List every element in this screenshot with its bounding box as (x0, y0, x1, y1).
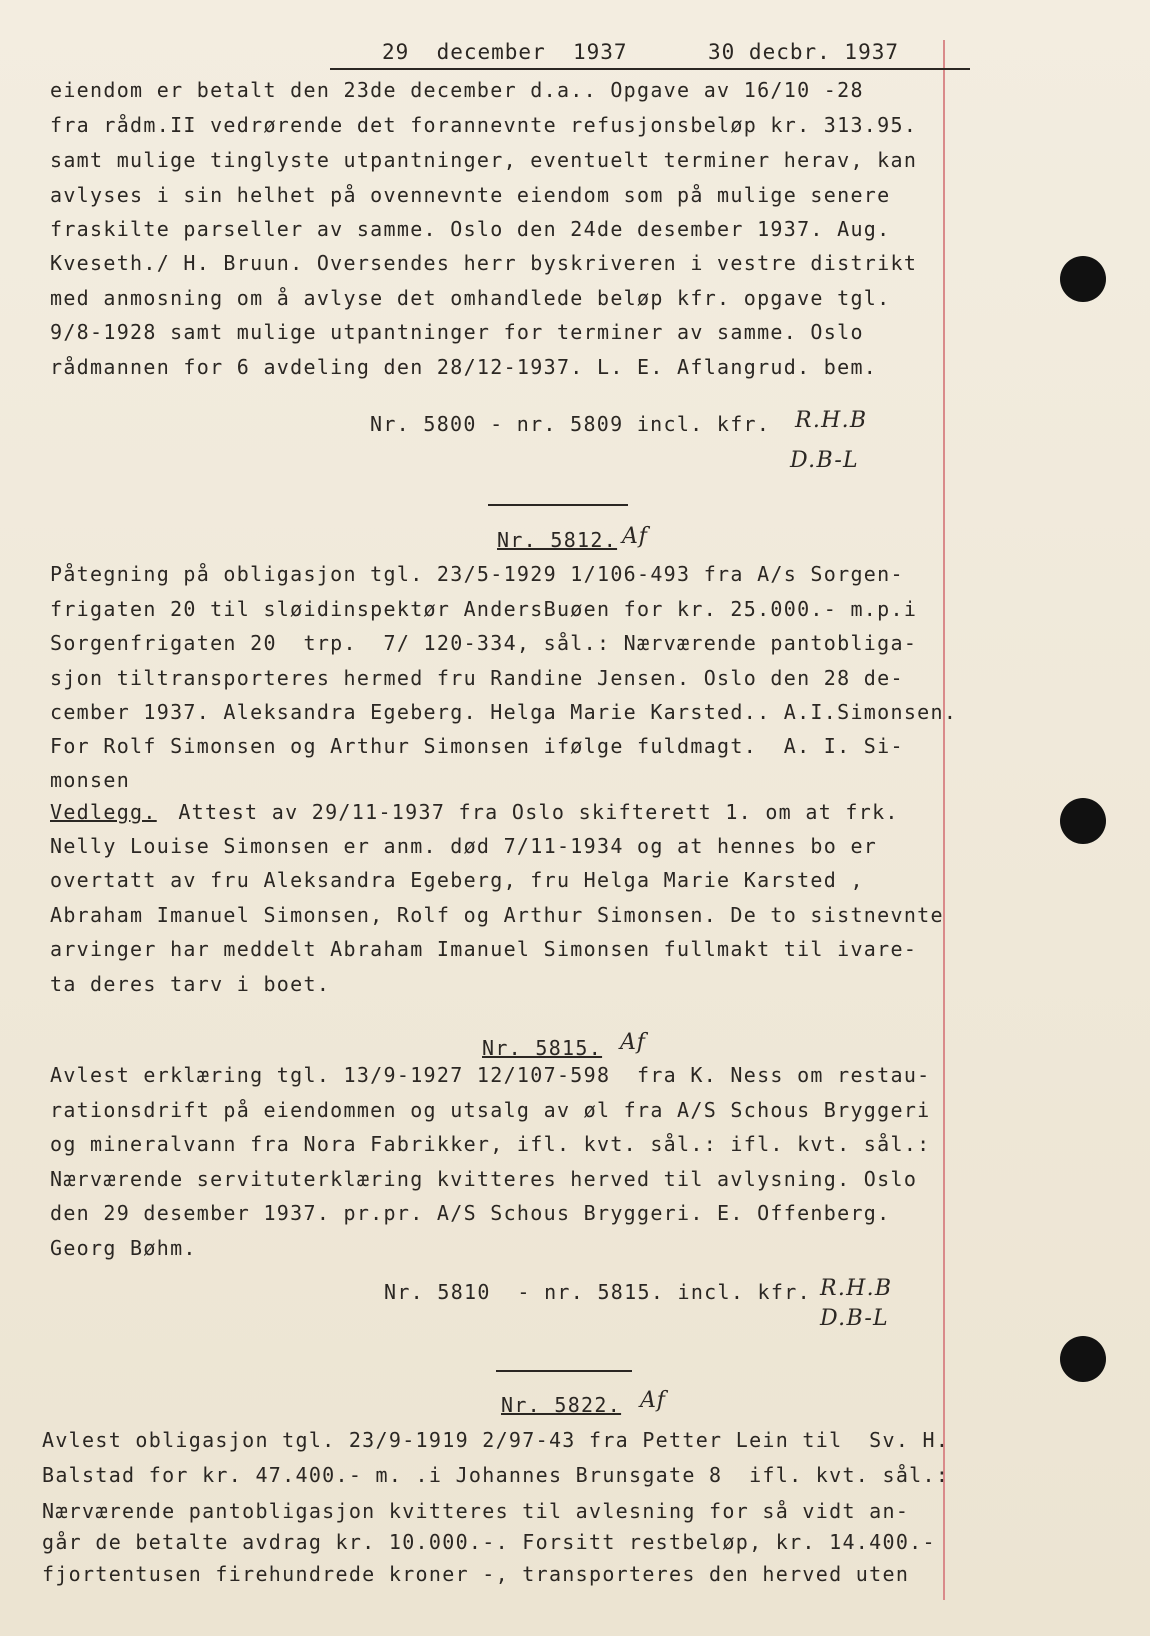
text-line: samt mulige tinglyste utpantninger, eventuelt terminer herav, kan (50, 148, 918, 172)
text-line: monsen (50, 768, 131, 792)
text-line: ta deres tarv i boet. (50, 972, 331, 996)
text-line: Abraham Imanuel Simonsen, Rolf og Arthur Simonsen. De to sistnevnte (50, 903, 944, 927)
section-divider (488, 504, 628, 506)
text-line: Avlest erklæring tgl. 13/9-1927 12/107-598 fra K. Ness om restau- (50, 1063, 931, 1087)
text-line: med anmosning om å avlyse det omhandlede beløp kfr. opgave tgl. (50, 286, 891, 310)
entry-number: Nr. 5822. (501, 1393, 622, 1417)
text-line: fra rådm.II vedrørende det forannevnte refusjonsbeløp kr. 313.95. (50, 113, 918, 137)
handwritten-initials: D.B-L (820, 1306, 889, 1331)
handwritten-initials: D.B-L (790, 448, 859, 473)
incl-reference: Nr. 5800 - nr. 5809 incl. kfr. (370, 412, 771, 436)
entry-number: Nr. 5812. (497, 528, 618, 552)
handwritten-mark: Af (622, 524, 649, 549)
handwritten-mark: Af (620, 1030, 647, 1055)
punch-hole-top (1060, 256, 1106, 302)
punch-hole-middle (1060, 798, 1106, 844)
section-divider (496, 1370, 632, 1372)
text-line: Kveseth./ H. Bruun. Oversendes herr byskriveren i vestre distrikt (50, 251, 918, 275)
text-line: eiendom er betalt den 23de december d.a.. Opgave av 16/10 -28 (50, 78, 864, 102)
header-rule (330, 68, 970, 70)
text-line: arvinger har meddelt Abraham Imanuel Simonsen fullmakt til ivare- (50, 937, 918, 961)
text-line: 9/8-1928 samt mulige utpantninger for terminer av samme. Oslo (50, 320, 864, 344)
text-line: Nelly Louise Simonsen er anm. død 7/11-1934 og at hennes bo er (50, 834, 878, 858)
text-line: frigaten 20 til sløidinspektør AndersBuøen for kr. 25.000.- m.p.i (50, 597, 918, 621)
text-line: rådmannen for 6 avdeling den 28/12-1937. L. E. Aflangrud. bem. (50, 355, 878, 379)
margin-line (943, 40, 945, 1600)
text-line: Attest av 29/11-1937 fra Oslo skifterett 1. om at frk. (165, 800, 899, 824)
handwritten-mark: Af (640, 1388, 667, 1413)
attachment-label: Vedlegg. (50, 800, 157, 824)
text-line: For Rolf Simonsen og Arthur Simonsen ifølge fuldmagt. A. I. Si- (50, 734, 904, 758)
text-line: sjon tiltransporteres hermed fru Randine Jensen. Oslo den 28 de- (50, 666, 904, 690)
text-line: Georg Bøhm. (50, 1236, 197, 1260)
text-line: går de betalte avdrag kr. 10.000.-. Forsitt restbeløp, kr. 14.400.- (42, 1530, 936, 1554)
handwritten-initials: R.H.B (795, 408, 868, 433)
text-line: Balstad for kr. 47.400.- m. .i Johannes Brunsgate 8 ifl. kvt. sål.: (42, 1463, 950, 1487)
text-line: Avlest obligasjon tgl. 23/9-1919 2/97-43 fra Petter Lein til Sv. H. (42, 1428, 950, 1452)
incl-reference: Nr. 5810 - nr. 5815. incl. kfr. (384, 1280, 811, 1304)
header-date-right: 30 decbr. 1937 (708, 40, 900, 64)
text-line: avlyses i sin helhet på ovennevnte eiendom som på mulige senere (50, 183, 891, 207)
text-line: Påtegning på obligasjon tgl. 23/5-1929 1/106-493 fra A/s Sorgen- (50, 562, 904, 586)
header-date-left: 29 december 1937 (382, 40, 628, 64)
punch-hole-bottom (1060, 1336, 1106, 1382)
text-line: Nærværende servituterklæring kvitteres herved til avlysning. Oslo (50, 1167, 918, 1191)
handwritten-initials: R.H.B (820, 1276, 893, 1301)
text-line: rationsdrift på eiendommen og utsalg av øl fra A/S Schous Bryggeri (50, 1098, 931, 1122)
text-line: fjortentusen firehundrede kroner -, transporteres den herved uten (42, 1562, 910, 1586)
text-line: cember 1937. Aleksandra Egeberg. Helga Marie Karsted.. A.I.Simonsen. (50, 700, 958, 724)
text-line: den 29 desember 1937. pr.pr. A/S Schous Bryggeri. E. Offenberg. (50, 1201, 891, 1225)
text-line: Sorgenfrigaten 20 trp. 7/ 120-334, sål.: Nærværende pantobliga- (50, 631, 918, 655)
entry-number: Nr. 5815. (482, 1036, 603, 1060)
text-line: fraskilte parseller av samme. Oslo den 24de desember 1937. Aug. (50, 217, 891, 241)
text-line: Nærværende pantobligasjon kvitteres til avlesning for så vidt an- (42, 1499, 910, 1523)
text-line: overtatt av fru Aleksandra Egeberg, fru Helga Marie Karsted , (50, 868, 864, 892)
text-line: og mineralvann fra Nora Fabrikker, ifl. kvt. sål.: ifl. kvt. sål.: (50, 1132, 931, 1156)
